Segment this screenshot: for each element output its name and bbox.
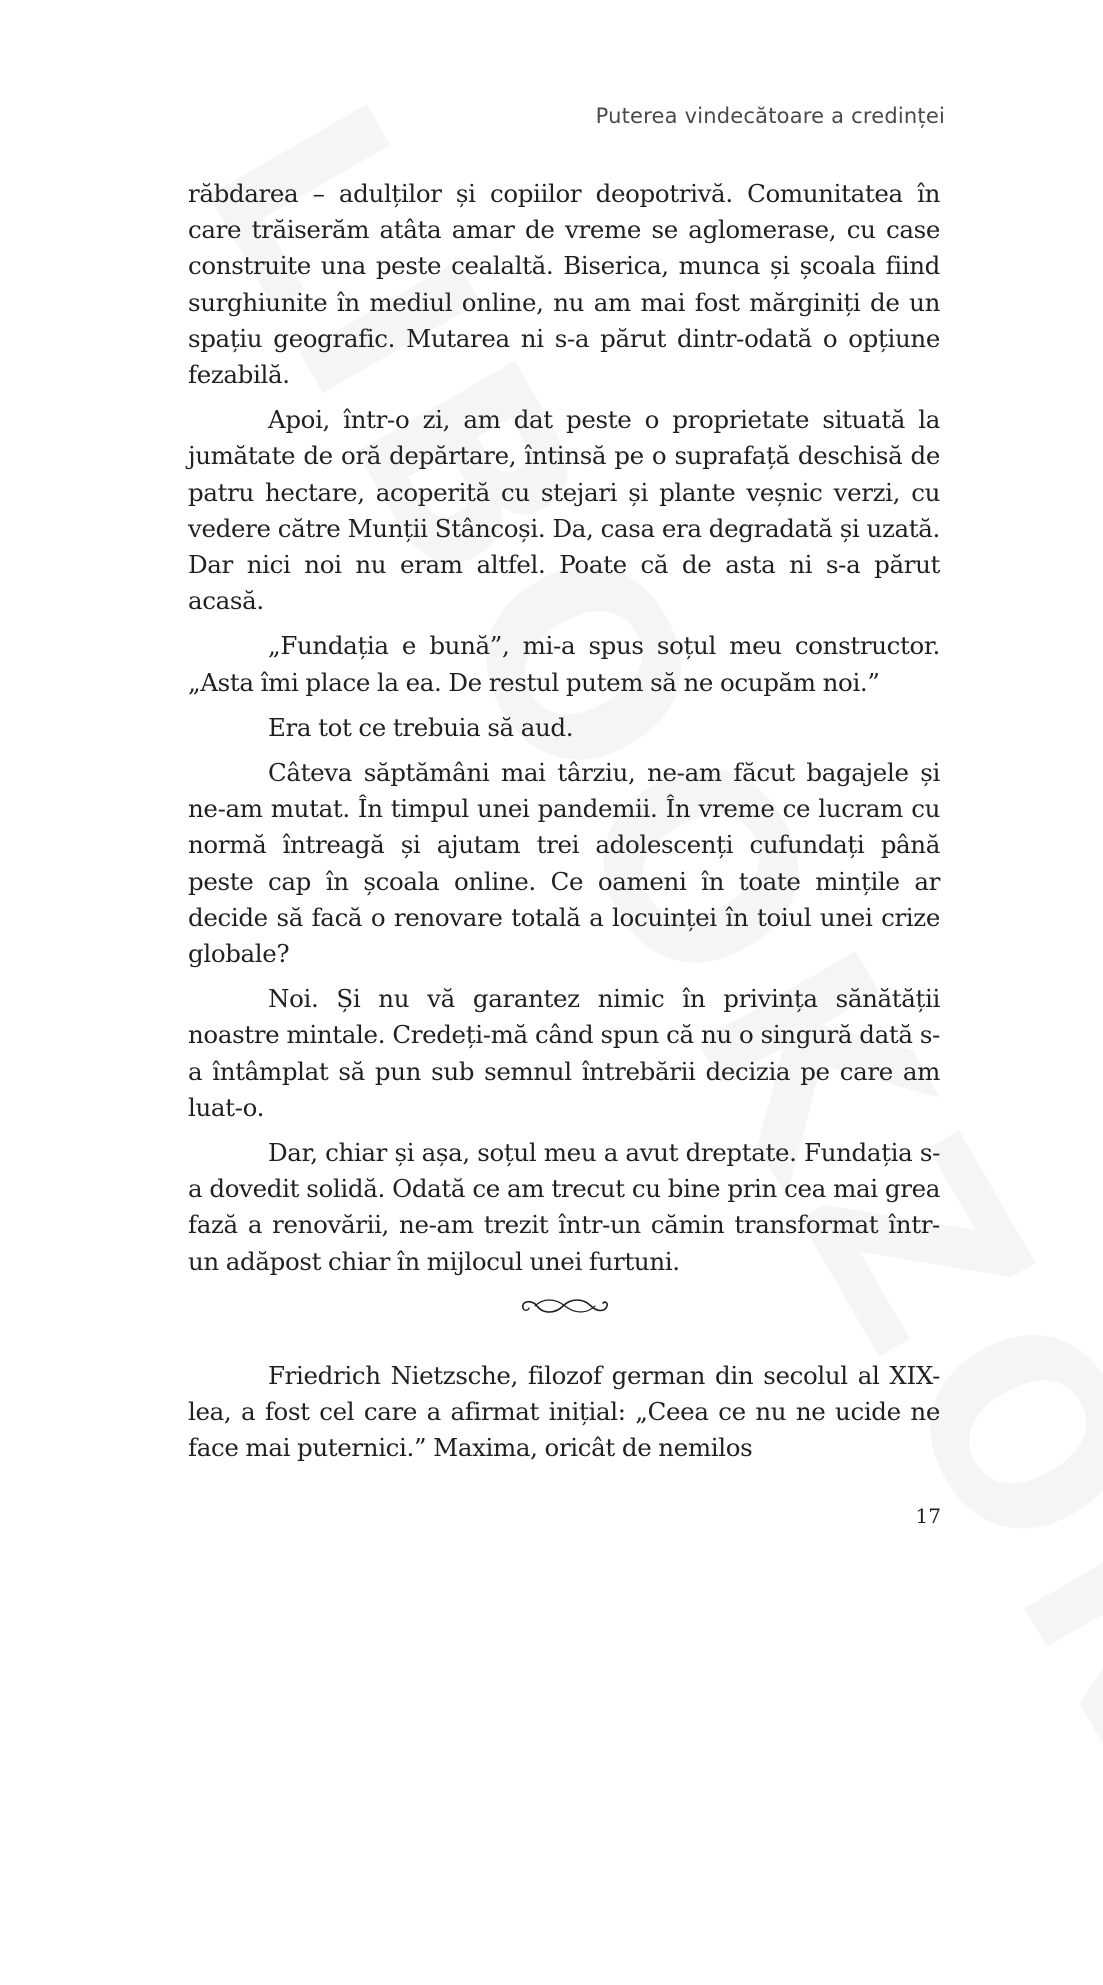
paragraph-5: Câteva săptămâni mai târziu, ne-am făcut bagajele și ne-am mutat. În timpul unei pandemii. În vreme ce lucram cu normă întreagă și ajutam trei adolescenți cufundați până peste cap în școala online. Ce oameni în toate mințile ar decide să facă o renovare totală a locuinței în toiul unei crize globale?	[188, 758, 940, 969]
paragraph-4: Era tot ce trebuia să aud.	[268, 712, 574, 742]
running-header: Puterea vindecătoare a credinței	[595, 104, 945, 128]
paragraph-6: Noi. Și nu vă garantez nimic în privința sănătății noastre mintale. Credeți-mă când spun că nu o singură dată s-a întâmplat să pun sub semnul întrebării decizia pe care am luat-o.	[188, 984, 940, 1122]
paragraph-2: Apoi, într-o zi, am dat peste o proprietate situată la jumătate de oră depărtare, întinsă pe o suprafață deschisă de patru hectare, acoperită cu stejari și plante veșnic verzi, cu vedere către Munții Stâncoși. Da, casa era degradată și uzată. Dar nici noi nu eram altfel. Poate că de asta ni s-a părut acasă.	[188, 405, 940, 616]
page-number: 17	[915, 1504, 941, 1528]
section-two-text	[188, 1358, 940, 1467]
flourish-divider-icon	[515, 1292, 615, 1320]
main-text	[188, 176, 940, 1289]
paragraph-7: Dar, chiar și așa, soțul meu a avut dreptate. Fundația s-a dovedit solidă. Odată ce am trecut cu bine prin cea mai grea fază a renovării, ne-am trezit într-un cămin transformat într-un adăpost chiar în mijlocul unei furtuni.	[188, 1138, 940, 1276]
paragraph-3: „Fundația e bună”, mi-a spus soțul meu constructor. „Asta îmi place la ea. De restul putem să ne ocupăm noi.”	[188, 631, 940, 697]
paragraph-1: răbdarea – adulților și copiilor deopotrivă. Comunitatea în care trăiserăm atâta amar de vreme se aglomerase, cu case construite una peste cealaltă. Biserica, munca și școala fiind surghiunite în mediul online, nu am mai fost mărginiți de un spațiu geografic. Mutarea ni s-a părut dintr-odată o opțiune fezabilă.	[188, 179, 940, 390]
paragraph-8: Friedrich Nietzsche, filozof german din secolul al XIX-lea, a fost cel care a afirmat inițial: „Ceea ce nu ne ucide ne face mai puternici.” Maxima, oricât de nemilos	[188, 1361, 940, 1463]
